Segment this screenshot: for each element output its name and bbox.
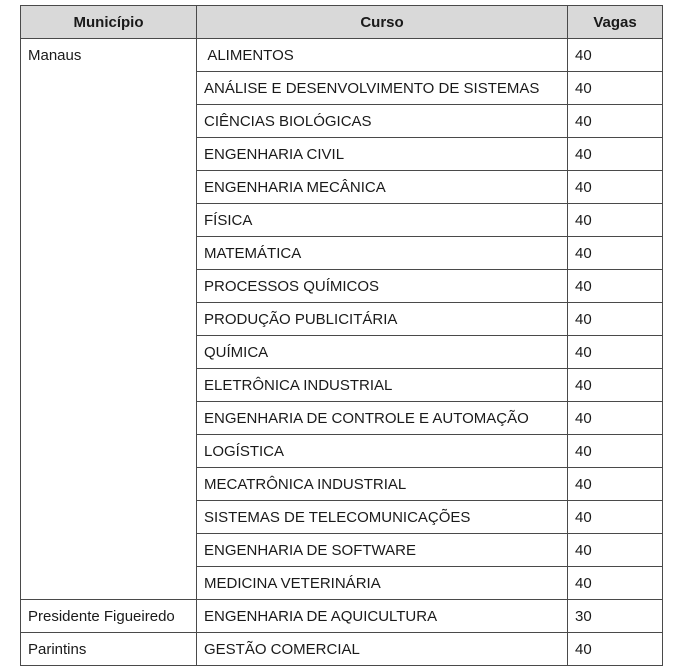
curso-cell: ENGENHARIA CIVIL [197, 138, 568, 171]
vagas-cell: 40 [568, 468, 663, 501]
curso-cell: MEDICINA VETERINÁRIA [197, 567, 568, 600]
municipio-cell: Presidente Figueiredo [21, 600, 197, 633]
vagas-cell: 40 [568, 72, 663, 105]
curso-cell: LOGÍSTICA [197, 435, 568, 468]
vagas-cell: 40 [568, 204, 663, 237]
vagas-cell: 40 [568, 435, 663, 468]
curso-cell: SISTEMAS DE TELECOMUNICAÇÕES [197, 501, 568, 534]
curso-cell: PRODUÇÃO PUBLICITÁRIA [197, 303, 568, 336]
curso-cell: ENGENHARIA DE SOFTWARE [197, 534, 568, 567]
municipio-cell: Manaus [21, 39, 197, 600]
curso-cell: MATEMÁTICA [197, 237, 568, 270]
vagas-cell: 30 [568, 600, 663, 633]
table-row [21, 633, 663, 666]
curso-cell: ENGENHARIA DE CONTROLE E AUTOMAÇÃO [197, 402, 568, 435]
vagas-cell: 40 [568, 39, 663, 72]
curso-cell: ALIMENTOS [197, 39, 568, 72]
curso-cell: QUÍMICA [197, 336, 568, 369]
curso-cell: ENGENHARIA MECÂNICA [197, 171, 568, 204]
vagas-cell: 40 [568, 138, 663, 171]
vagas-cell: 40 [568, 105, 663, 138]
header-curso: Curso [197, 6, 568, 39]
curso-cell: FÍSICA [197, 204, 568, 237]
vagas-cell: 40 [568, 534, 663, 567]
table-body [21, 39, 663, 666]
vagas-cell: 40 [568, 633, 663, 666]
table-row [21, 600, 663, 633]
vagas-cell: 40 [568, 303, 663, 336]
header-row [21, 6, 663, 39]
vagas-cell: 40 [568, 369, 663, 402]
curso-cell: ANÁLISE E DESENVOLVIMENTO DE SISTEMAS [197, 72, 568, 105]
curso-cell: MECATRÔNICA INDUSTRIAL [197, 468, 568, 501]
curso-cell: PROCESSOS QUÍMICOS [197, 270, 568, 303]
header-municipio: Município [21, 6, 197, 39]
vagas-cell: 40 [568, 336, 663, 369]
table-row [21, 39, 663, 72]
municipio-cell: Parintins [21, 633, 197, 666]
header-vagas: Vagas [568, 6, 663, 39]
curso-cell: GESTÃO COMERCIAL [197, 633, 568, 666]
vagas-cell: 40 [568, 171, 663, 204]
curso-cell: CIÊNCIAS BIOLÓGICAS [197, 105, 568, 138]
vagas-table [20, 5, 663, 666]
vagas-cell: 40 [568, 567, 663, 600]
curso-cell: ENGENHARIA DE AQUICULTURA [197, 600, 568, 633]
curso-cell: ELETRÔNICA INDUSTRIAL [197, 369, 568, 402]
vagas-cell: 40 [568, 270, 663, 303]
vagas-cell: 40 [568, 501, 663, 534]
vagas-cell: 40 [568, 237, 663, 270]
vagas-cell: 40 [568, 402, 663, 435]
